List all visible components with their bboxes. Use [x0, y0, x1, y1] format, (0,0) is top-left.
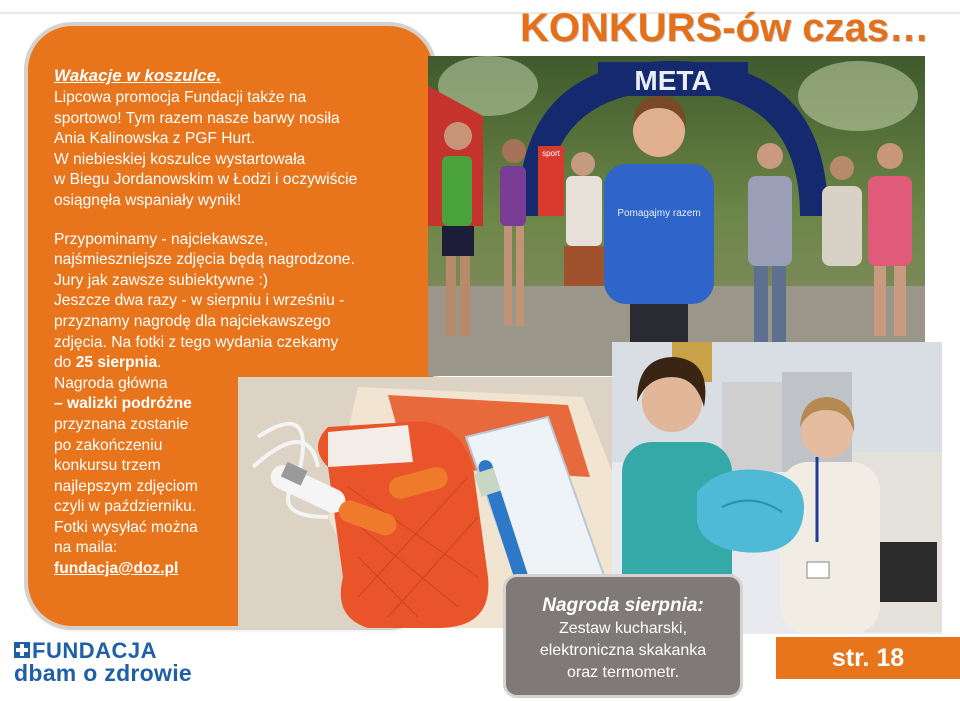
page-headline: KONKURS-ów czas… — [520, 6, 929, 50]
foundation-logo — [14, 640, 224, 690]
reminder-line: Przypominamy - najciekawsze, — [54, 230, 269, 248]
race-photo — [428, 56, 925, 376]
deadline-suffix: . — [157, 354, 162, 372]
prize-line: konkursu trzem — [54, 457, 161, 475]
deadline-date: 25 sierpnia — [75, 354, 158, 372]
reminder-line: przyznamy nagrodę dla najciekawszego — [54, 312, 331, 330]
deadline-line — [54, 353, 434, 374]
reminder-line: najśmieszniejsze zdjęcia będą nagrodzone. — [54, 251, 355, 269]
prize-line: przyznana zostanie — [54, 415, 189, 433]
prize-name — [54, 394, 434, 415]
intro-line: Lipcowa promocja Fundacji także na — [54, 89, 307, 106]
prize-line: najlepszym zdjęciom — [54, 477, 198, 495]
prize-line: Fotki wysyłać można — [54, 518, 198, 536]
panel-title: Wakacje w koszulce. — [54, 66, 221, 85]
intro-line: osiągnęła wspaniały wynik! — [54, 191, 242, 209]
intro-line: W niebieskiej koszulce wystartowała — [54, 150, 306, 168]
intro-line: w Biegu Jordanowskim w Łodzi i oczywiście — [54, 171, 358, 189]
email-link[interactable]: fundacja@doz.pl — [54, 560, 179, 578]
arch-label: META — [634, 65, 712, 96]
plus-icon — [14, 642, 30, 658]
panel-text — [54, 64, 434, 580]
intro-line: Ania Kalinowska z PGF Hurt. — [54, 130, 256, 148]
prize-name-text: – walizki podróżne — [54, 395, 192, 413]
prize-line: po zakończeniu — [54, 436, 163, 454]
logo-line2: dbam o zdrowie — [14, 660, 192, 686]
prize-line: na maila: — [54, 539, 118, 557]
caption-line: Zestaw kucharski, — [558, 620, 688, 637]
deadline-prefix: do — [54, 354, 76, 372]
caption-line: elektroniczna skakanka — [539, 642, 707, 659]
prize-line: czyli w październiku. — [54, 498, 197, 516]
reminder-line: zdjęcia. Na fotki z tego wydania czekamy — [54, 333, 339, 351]
reminder-line: Jeszcze dwa razy - w sierpniu i wrześniu - — [54, 292, 345, 310]
caption-line: oraz termometr. — [566, 664, 680, 681]
logo-line1: FUNDACJA — [32, 638, 157, 663]
reminder-line: Jury jak zawsze subiektywne :) — [54, 271, 269, 289]
caption-title: Nagroda sierpnia: — [542, 595, 704, 616]
banner-label: sport — [542, 149, 560, 158]
shirt-label: Pomagajmy razem — [617, 208, 701, 219]
prize-caption — [503, 574, 743, 698]
intro-line: sportowo! Tym razem nasze barwy nosiła — [54, 109, 340, 127]
page-number: str. 18 — [776, 637, 960, 679]
prize-line: Nagroda główna — [54, 374, 168, 392]
